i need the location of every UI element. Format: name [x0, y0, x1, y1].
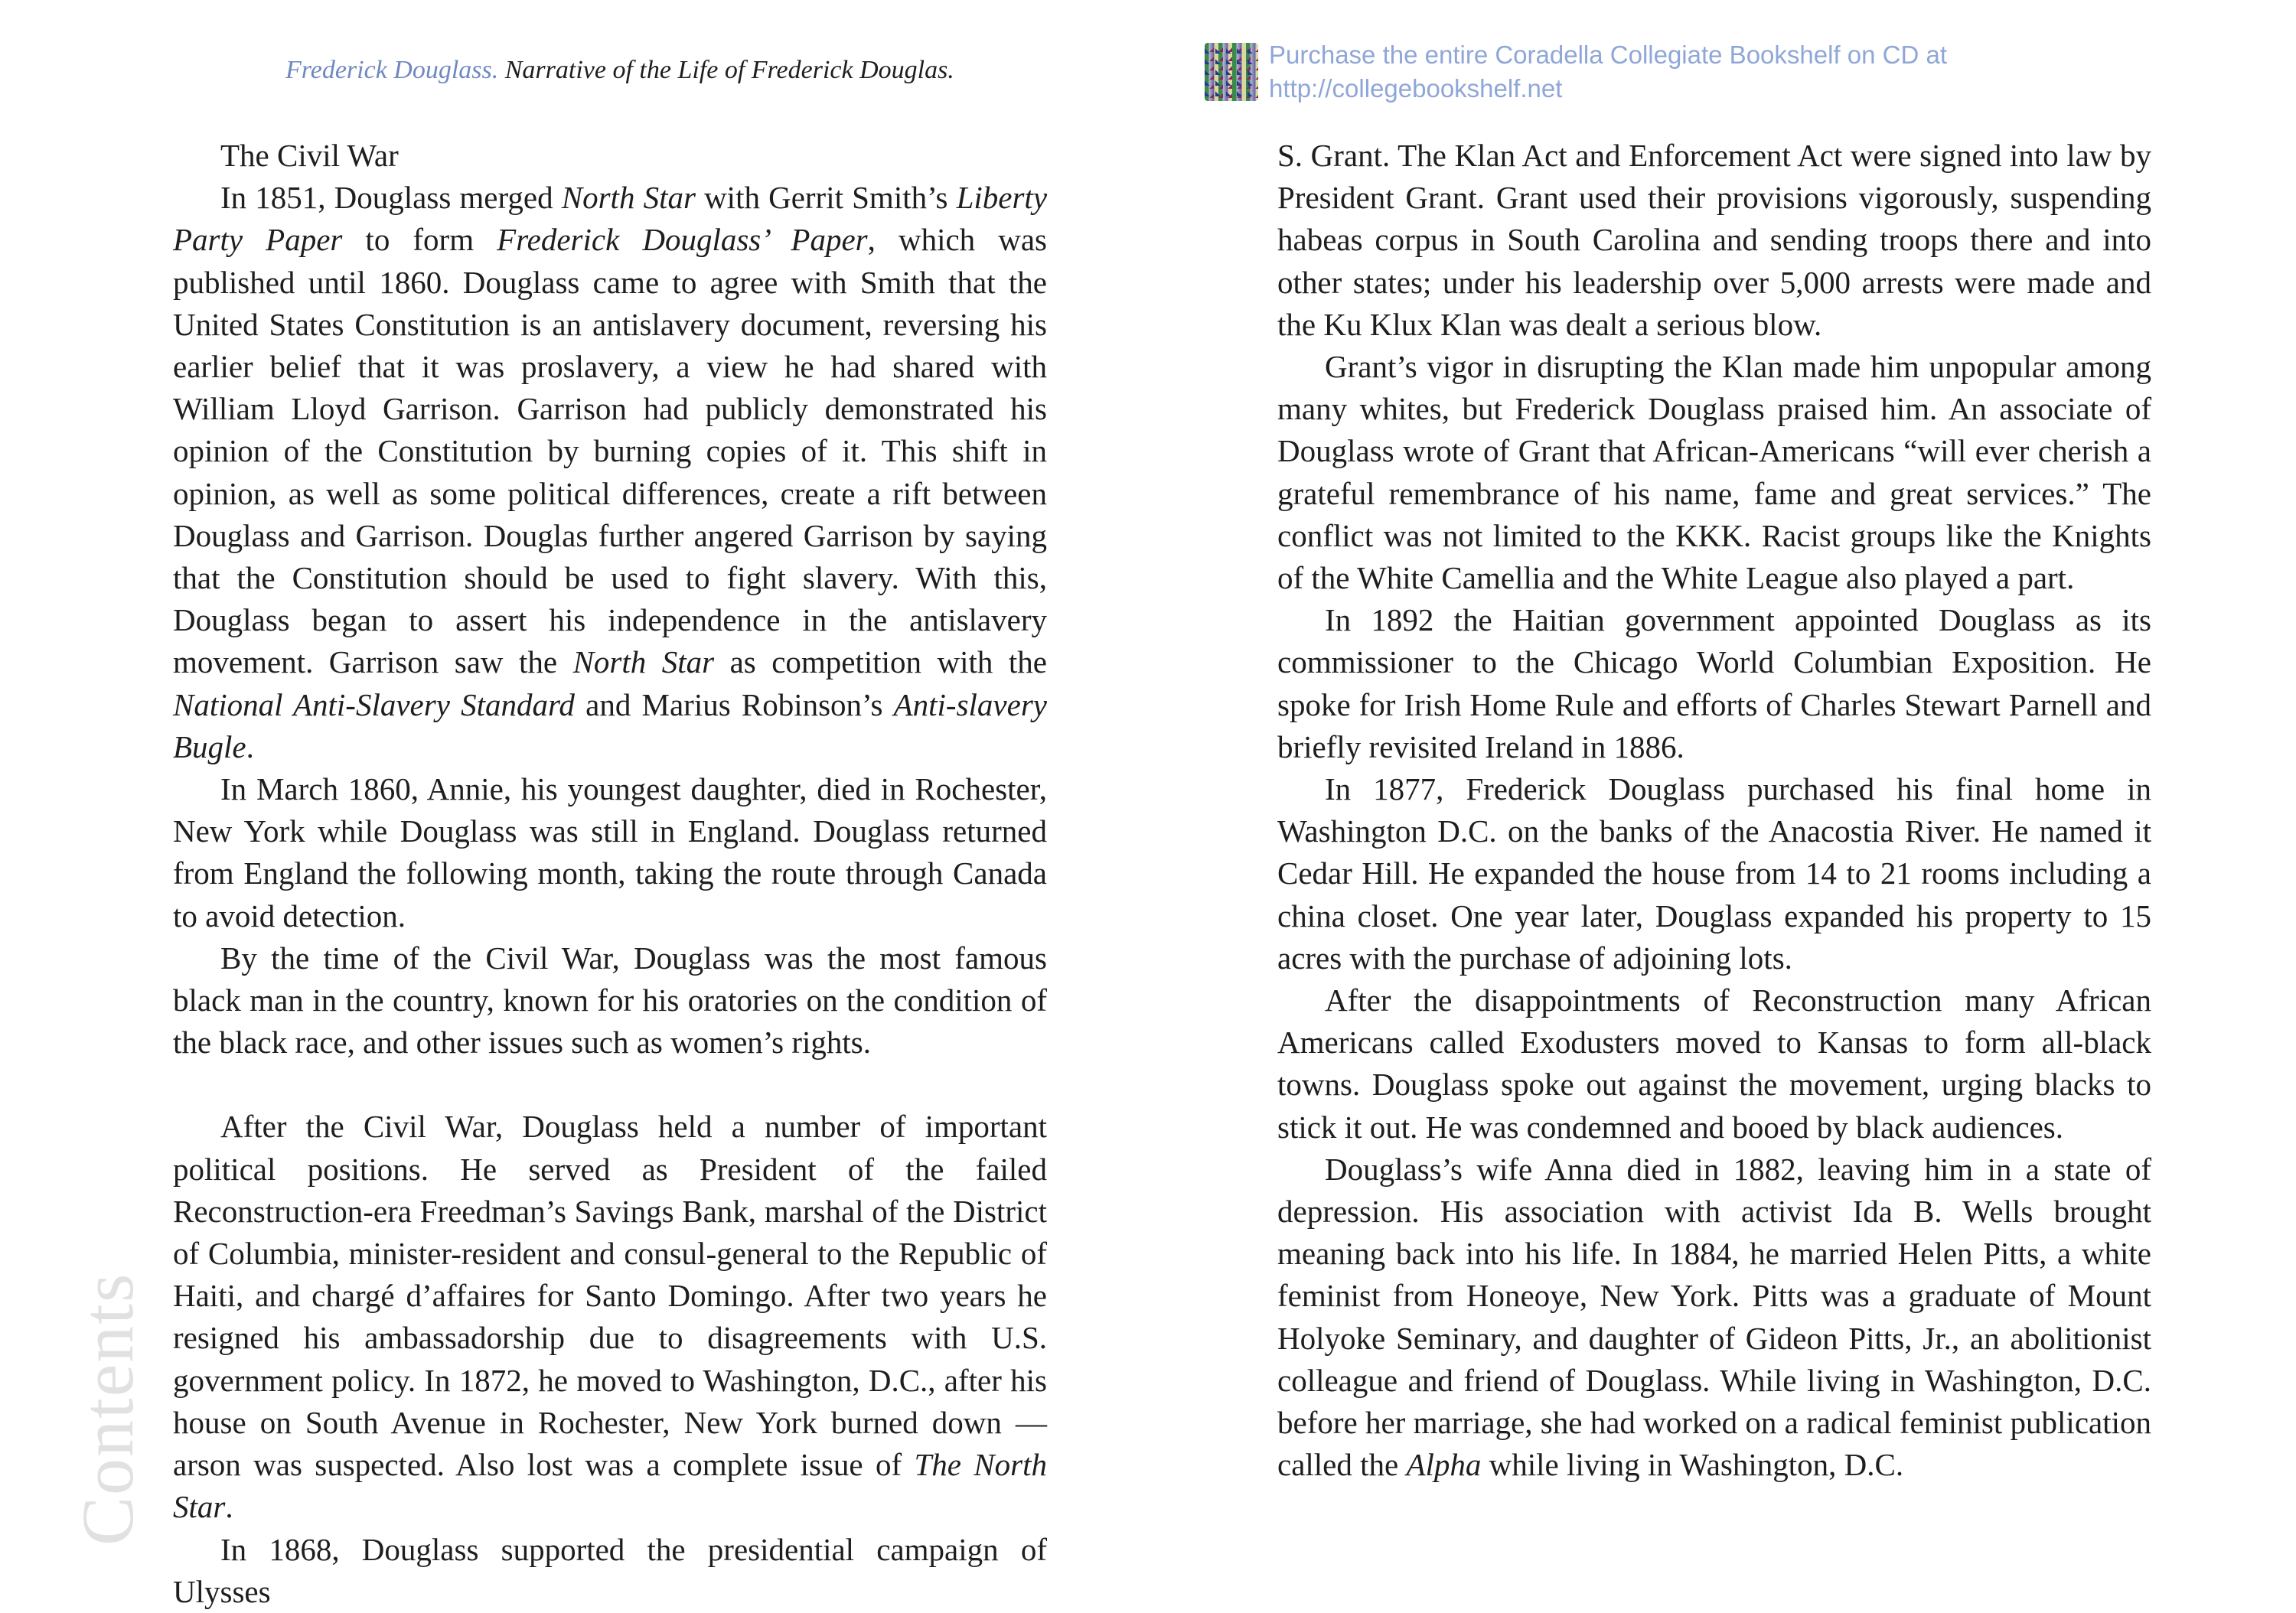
paragraph: Douglass’s wife Anna died in 1882, leaving him in a state of depression. His association with activist Ida B. Wells brought meaning back into his life. In 1884, he married Helen Pitts, a white feminist from Honeoye, New York. Pitts was a graduate of Mount Holyoke Seminary, and daughter of Gideon Pitts, Jr., an abolitionist colleague and friend of Douglass. While living in Washington, D.C. before her marriage, she had worked on a radical feminist publication called the Alpha while living in Washington, D.C.	[1277, 1151, 2151, 1483]
right-column	[1277, 135, 2151, 1487]
contents-tab[interactable]: Contents	[67, 1272, 148, 1546]
left-column	[173, 135, 1047, 1613]
running-header	[285, 52, 1051, 89]
paragraph: After the Civil War, Douglass held a number of important political positions. He served as President of the failed Reconstruction-era Freedman’s Savings Bank, marshal of the District of Columbia, minister-resident and consul-general to the Republic of Haiti, and chargé d’affaires for Santo Domingo. After two years he resigned his ambassadorship due to disagreements with U.S. government policy. In 1872, he moved to Washington, D.C., after his house on South Avenue in Rochester, New York burned down — arson was suspected. Also lost was a complete issue of The North Star.	[173, 1109, 1047, 1525]
promo-line[interactable]: Purchase the entire Coradella Collegiate Bookshelf on CD at	[1269, 41, 1948, 69]
cd-cover-icon[interactable]	[1205, 43, 1258, 101]
paragraph: S. Grant. The Klan Act and Enforcement Act were signed into law by President Grant. Grant used their provisions vigorously, suspending habeas corpus in South Carolina and sending troops there and into other states; under his leadership over 5,000 arrests were made and the Ku Klux Klan was dealt a serious blow.	[1277, 138, 2151, 342]
paragraph: In 1892 the Haitian government appointed Douglass as its commissioner to the Chicago World Columbian Exposition. He spoke for Irish Home Rule and efforts of Charles Stewart Parnell and briefly revisited Ireland in 1886.	[1277, 602, 2151, 764]
paragraph-gap	[173, 1064, 1047, 1106]
paragraph: In March 1860, Annie, his youngest daughter, died in Rochester, New York while Douglass was still in England. Douglass returned from England the following month, taking the route through Canada to avoid detection.	[173, 771, 1047, 934]
paragraph: Grant’s vigor in disrupting the Klan made him unpopular among many whites, but Frederick Douglass praised him. An associate of Douglass wrote of Grant that African-Americans “will ever cherish a grateful remembrance of his name, fame and great services.” The conflict was not limited to the KKK. Racist groups like the Knights of the White Camellia and the White League also played a part.	[1277, 349, 2151, 596]
paragraph: In 1877, Frederick Douglass purchased his final home in Washington D.C. on the banks of the Anacostia River. He named it Cedar Hill. He expanded the house from 14 to 21 rooms including a china closet. One year later, Douglass expanded his property to 15 acres with the purchase of adjoining lots.	[1277, 771, 2151, 976]
section-heading: The Civil War	[220, 138, 399, 173]
paragraph: In 1851, Douglass merged North Star with Gerrit Smith’s Liberty Party Paper to form Frederick Douglass’ Paper, which was published until 1860. Douglass came to agree with Smith that the United States Constitution is an antislavery document, reversing his earlier belief that it was proslavery, a view he had shared with William Lloyd Garrison. Garrison had publicly demonstrated his opinion of the Constitution by burning copies of it. This shift in opinion, as well as some political differences, create a rift between Douglass and Garrison. Douglas further angered Garrison by saying that the Constitution should be used to fight slavery. With this, Douglass began to assert his independence in the antislavery movement. Garrison saw the North Star as competition with the National Anti-Slavery Standard and Marius Robinson’s Anti-slavery Bugle.	[173, 180, 1048, 764]
paragraph: After the disappointments of Reconstruction many African Americans called Exodusters moved to Kansas to form all-black towns. Douglass spoke out against the movement, urging blacks to stick it out. He was condemned and booed by black audiences.	[1277, 982, 2151, 1145]
promo-link[interactable]: http://collegebookshelf.net	[1269, 74, 1563, 103]
header-book-title: Narrative of the Life of Frederick Douglas.	[504, 56, 954, 84]
promo-banner[interactable]	[1205, 38, 1947, 106]
paragraph: By the time of the Civil War, Douglass was the most famous black man in the country, known for his oratories on the condition of the black race, and other issues such as women’s rights.	[173, 940, 1047, 1061]
paragraph: In 1868, Douglass supported the presidential campaign of Ulysses	[173, 1531, 1047, 1609]
header-author[interactable]: Frederick Douglass.	[285, 56, 499, 84]
promo-text[interactable]	[1269, 38, 1947, 106]
